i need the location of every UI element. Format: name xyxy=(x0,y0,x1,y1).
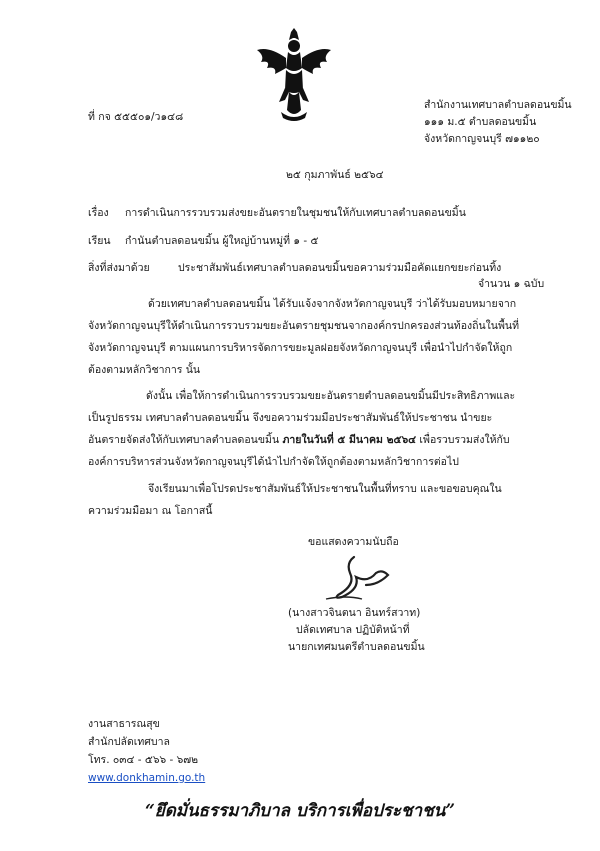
body-paragraph-3: จึงเรียนมาเพื่อโปรดประชาสัมพันธ์ให้ประชาชนในพื้นที่ทราบ และขอขอบคุณในความร่วมมือมา ณ โอกาสนี้ xyxy=(88,483,502,517)
deadline-text: ภายในวันที่ ๕ มีนาคม ๒๕๖๔ xyxy=(282,434,417,446)
office-address-line: สำนักงานเทศบาลตำบลดอนขมิ้น xyxy=(424,99,572,111)
slogan: “ยึดมั่นธรรมาภิบาล บริการเพื่อประชาชน” xyxy=(144,801,456,821)
closing-salutation: ขอแสดงความนับถือ xyxy=(308,536,399,548)
letter-date: ๒๕ กุมภาพันธ์ ๒๕๖๔ xyxy=(286,169,384,181)
department-name: งานสาธารณสุข xyxy=(88,718,160,730)
signer-title: นายกเทศมนตรีตำบลดอนขมิ้น xyxy=(288,641,425,653)
office-address xyxy=(424,97,572,148)
department-name: สำนักปลัดเทศบาล xyxy=(88,736,170,748)
body-paragraph-1: ด้วยเทศบาลตำบลดอนขมิ้น ได้รับแจ้งจากจังหวัดกาญจนบุรี ว่าได้รับมอบหมายจากจังหวัดกาญจนบุรีให้ดำเนินการรวบรวมขยะอันตรายชุมชนจากองค์กรปกครองส่วนท้องถิ่นในพื้นที่จังหวัดกาญจนบุรี ตามแผนการบริหารจัดการขยะมูลฝอยจังหวัดกาญจนบุรี เพื่อนำไปกำจัดให้ถูกต้องตามหลักวิชาการ นั้น xyxy=(88,298,519,376)
body-paragraph-2 xyxy=(88,385,522,473)
signer-block xyxy=(288,605,425,656)
office-address-line: ๑๑๑ ม.๕ ตำบลดอนขมิ้น xyxy=(424,116,537,128)
body-paragraph-2-text: ดังนั้น เพื่อให้การดำเนินการรวบรวมขยะอันตรายตำบลดอนขมิ้นมีประสิทธิภาพและเป็นรูปธรรม เทศบาลตำบลดอนขมิ้น จึงขอความร่วมมือประชาสัมพันธ์ให้ประชาชน นำขยะอันตรายจัดส่งให้กับเทศบาลตำบลดอนขมิ้น xyxy=(88,390,516,446)
website-link[interactable]: www.donkhamin.go.th xyxy=(88,772,206,784)
copies-count: จำนวน ๑ ฉบับ xyxy=(478,278,545,290)
subject-label: เรื่อง xyxy=(88,207,109,219)
garuda-emblem-icon xyxy=(255,28,333,122)
office-address-line: จังหวัดกาญจนบุรี ๗๑๑๒๐ xyxy=(424,133,540,145)
enclosure-text: ประชาสัมพันธ์เทศบาลตำบลดอนขมิ้นขอความร่วมมือคัดแยกขยะก่อนทิ้ง xyxy=(178,262,502,274)
signature-icon xyxy=(316,555,394,601)
signer-name: (นางสาวจินตนา อินทร์สวาท) xyxy=(288,607,421,619)
recipient-text: กำนันตำบลดอนขมิ้น ผู้ใหญ่บ้านหมู่ที่ ๑ - ๕ xyxy=(125,235,319,247)
recipient-label: เรียน xyxy=(88,235,111,247)
contact-block xyxy=(88,715,205,787)
reference-number: ที่ กจ ๕๕๕๐๑/ว๑๔๘ xyxy=(88,111,184,123)
subject-text: การดำเนินการรวบรวมส่งขยะอันตรายในชุมชนให้กับเทศบาลตำบลดอนขมิ้น xyxy=(125,207,466,219)
enclosure-label: สิ่งที่ส่งมาด้วย xyxy=(88,262,150,274)
signer-title: ปลัดเทศบาล ปฏิบัติหน้าที่ xyxy=(296,624,410,636)
body-paragraph-2-text: เพื่อรวบรวมส่งให้กับองค์การบริหารส่วนจังหวัดกาญจนบุรีได้นำไปกำจัดให้ถูกต้องตามหลักวิชาการต่อไป xyxy=(88,434,510,468)
phone-number: โทร. ๐๓๔ - ๕๖๖ - ๖๗๒ xyxy=(88,754,199,766)
